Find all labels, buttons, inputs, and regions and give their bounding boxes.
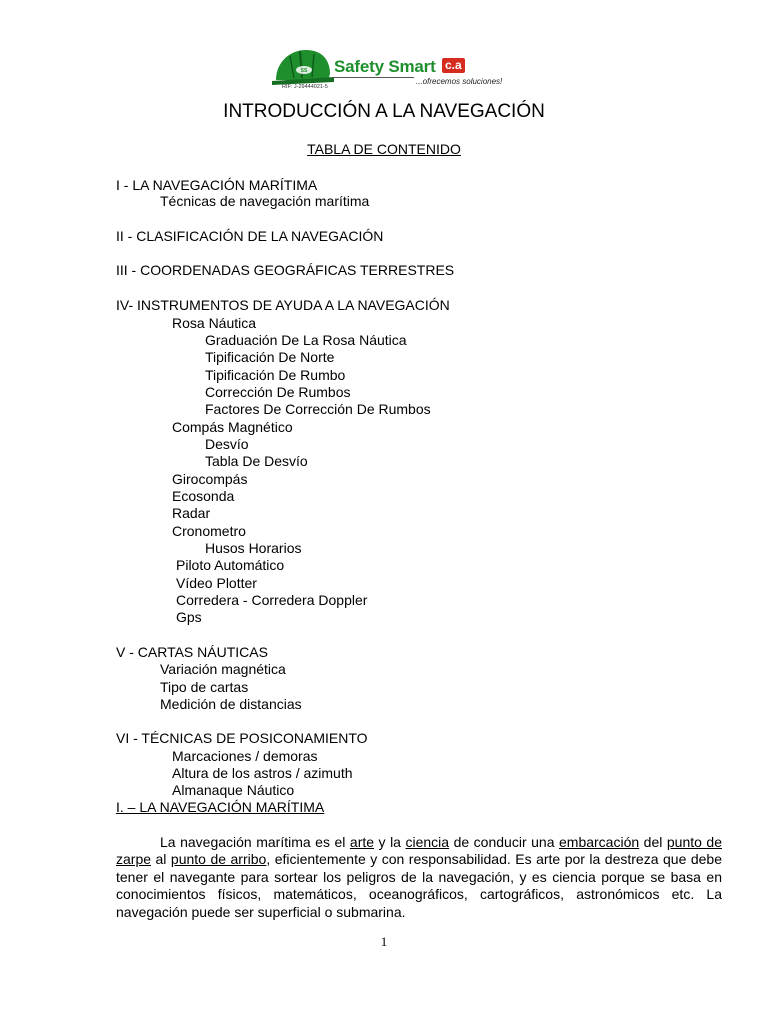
paragraph-text: del bbox=[639, 834, 667, 850]
toc-item: Corredera - Corredera Doppler bbox=[176, 592, 368, 608]
toc-item: Tipificación De Norte bbox=[205, 349, 335, 365]
toc-item: Husos Horarios bbox=[205, 540, 302, 556]
underlined-term: punto de zarpe bbox=[116, 834, 722, 868]
toc-item: III - COORDENADAS GEOGRÁFICAS TERRESTRES bbox=[116, 262, 455, 278]
toc-item: Tipo de cartas bbox=[160, 679, 249, 695]
toc-item: Desvío bbox=[205, 436, 249, 452]
page-number: 1 bbox=[380, 934, 388, 949]
toc-item: Radar bbox=[172, 505, 211, 521]
toc-item: Tabla De Desvío bbox=[205, 453, 308, 469]
toc-item: I - LA NAVEGACIÓN MARÍTIMA bbox=[116, 177, 318, 193]
toc-item: Tipificación De Rumbo bbox=[205, 367, 346, 383]
company-logo bbox=[270, 44, 503, 96]
toc-item: Girocompás bbox=[172, 471, 248, 487]
underlined-term: punto de arribo bbox=[170, 851, 267, 868]
paragraph-text: , eficientemente y con responsabilidad. Es arte por la destreza que debe tener el navegante para sortear los peligros de la navegación, y es ciencia porque se basa en conocimientos físicos, matemáticos, oceanográficos, cartográficos, astronómicos etc. La navegación puede ser superficial o submarina. bbox=[116, 851, 722, 920]
paragraph-text: La navegación marítima es el bbox=[160, 834, 350, 850]
body-paragraph bbox=[116, 834, 722, 921]
toc-item: Técnicas de navegación marítima bbox=[160, 193, 370, 209]
toc-item: Medición de distancias bbox=[160, 696, 302, 712]
paragraph-text: de conducir una bbox=[449, 834, 559, 850]
logo-tagline: ...ofrecemos soluciones! bbox=[416, 77, 503, 86]
toc-item: Altura de los astros / azimuth bbox=[172, 765, 353, 781]
toc-item: Almanaque Náutico bbox=[172, 782, 295, 798]
toc-item: Ecosonda bbox=[172, 488, 235, 504]
toc-item: VI - TÉCNICAS DE POSICONAMIENTO bbox=[116, 730, 368, 746]
underlined-term: arte bbox=[349, 834, 375, 850]
toc-item: Gps bbox=[176, 609, 202, 625]
paragraph-text: y la bbox=[374, 834, 406, 850]
toc-item: Factores De Corrección De Rumbos bbox=[205, 401, 431, 417]
toc-item: Compás Magnético bbox=[172, 419, 293, 435]
toc-item: Marcaciones / demoras bbox=[172, 748, 318, 764]
toc-item: Rosa Náutica bbox=[172, 315, 257, 331]
logo-rif: RIF: J-29444021-5 bbox=[282, 84, 328, 90]
document-title: INTRODUCCIÓN A LA NAVEGACIÓN bbox=[223, 101, 545, 122]
toc-item: II - CLASIFICACIÓN DE LA NAVEGACIÓN bbox=[116, 228, 384, 244]
toc-heading: TABLA DE CONTENIDO bbox=[307, 141, 461, 157]
toc-item: Corrección De Rumbos bbox=[205, 384, 351, 400]
logo-divider bbox=[332, 77, 414, 78]
logo-brand-text: Safety Smart bbox=[334, 57, 436, 76]
toc-item: Vídeo Plotter bbox=[176, 575, 257, 591]
paragraph-text: al bbox=[151, 851, 171, 868]
section-heading: I. – LA NAVEGACIÓN MARÍTIMA bbox=[116, 799, 325, 815]
svg-text:SS: SS bbox=[300, 68, 308, 74]
toc-item: Cronometro bbox=[172, 523, 246, 539]
toc-item: Variación magnética bbox=[160, 661, 286, 677]
toc-item: Piloto Automático bbox=[176, 557, 285, 573]
toc-item: V - CARTAS NÁUTICAS bbox=[116, 644, 268, 660]
toc-item: IV- INSTRUMENTOS DE AYUDA A LA NAVEGACIÓN bbox=[116, 297, 450, 313]
logo-badge: c.a bbox=[442, 58, 465, 73]
underlined-term: ciencia bbox=[405, 834, 450, 850]
toc-item: Graduación De La Rosa Náutica bbox=[205, 332, 407, 348]
underlined-term: embarcación bbox=[559, 834, 640, 850]
